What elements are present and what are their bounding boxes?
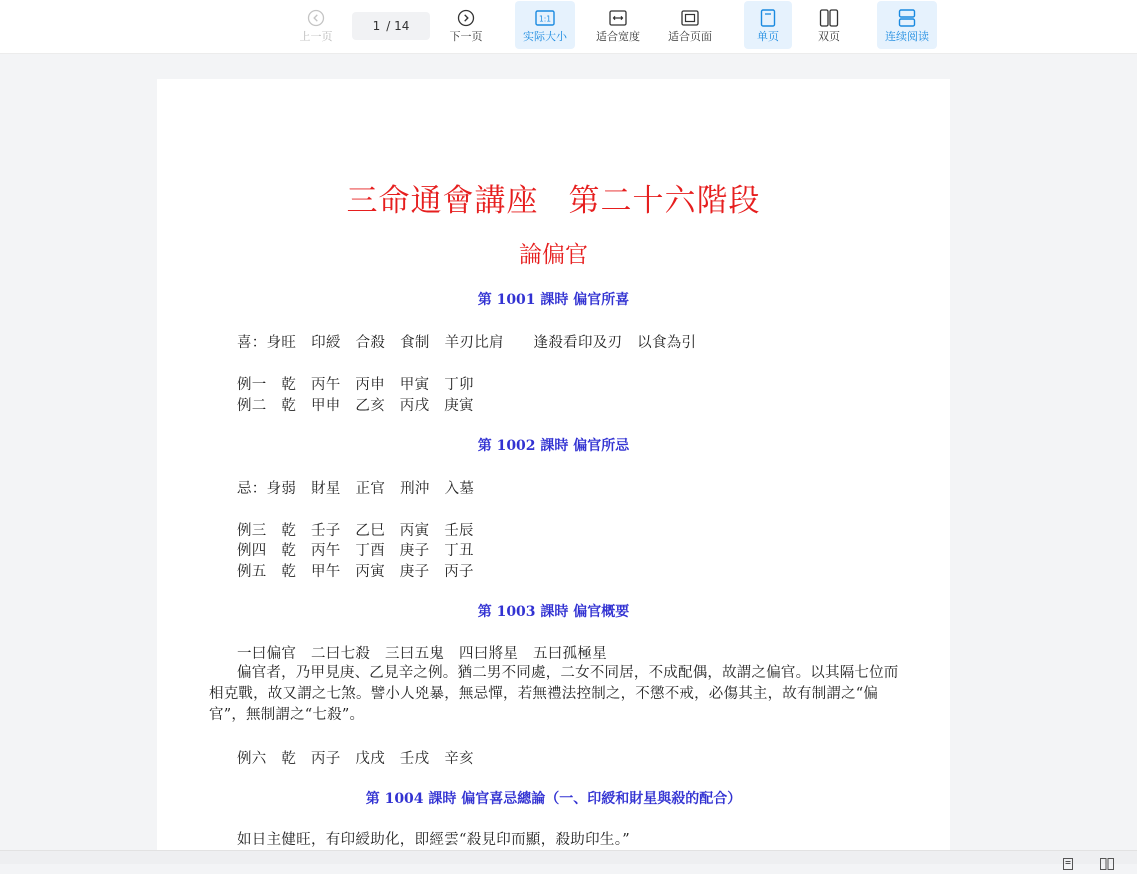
single-page-label: 单页 — [757, 30, 779, 43]
single-page-button[interactable] — [744, 1, 792, 49]
title-part-1: 三命通會講座 — [346, 183, 539, 219]
actual-size-label: 实际大小 — [523, 30, 567, 43]
single-page-icon — [758, 8, 778, 28]
document-page — [157, 79, 950, 863]
avoids-line: 忌：身弱 財星 正官 刑沖 入墓 — [237, 481, 475, 497]
actual-size-button[interactable] — [515, 1, 575, 49]
title-part-2: 第二十六階段 — [568, 183, 761, 219]
page-current-input[interactable]: 1 — [372, 19, 381, 33]
likes-line: 喜：身旺 印綬 合殺 食制 羊刃比肩 逢殺看印及刃 以食為引 — [237, 335, 697, 351]
continuous-reading-label: 连续阅读 — [885, 30, 929, 43]
section-heading-1003: 第 1003 課時 偏官概要 — [477, 604, 630, 620]
prev-page-button[interactable] — [293, 1, 339, 49]
double-page-label: 双页 — [818, 30, 840, 43]
continuous-reading-icon — [897, 8, 917, 28]
example-line: 例六 乾 丙子 戊戌 壬戌 辛亥 — [237, 751, 474, 767]
double-page-icon — [819, 8, 839, 28]
chevron-left-circle-icon — [306, 8, 326, 28]
fit-page-label: 适合页面 — [668, 30, 712, 43]
next-page-button[interactable] — [443, 1, 489, 49]
example-line: 例四 乾 丙午 丁酉 庚子 丁丑 — [237, 543, 474, 559]
example-line: 例五 乾 甲午 丙寅 庚子 丙子 — [237, 564, 474, 580]
next-page-label: 下一页 — [449, 30, 483, 43]
fit-width-icon — [608, 8, 628, 28]
fit-page-icon — [680, 8, 700, 28]
example-line: 例二 乾 甲申 乙亥 丙戌 庚寅 — [237, 398, 474, 414]
body-line: 如日主健旺，有印綬助化，即經雲“殺見印而顯，殺助印生。” — [237, 832, 630, 848]
names-line: 一曰偏官 二曰七殺 三曰五鬼 四曰將星 五曰孤極星 — [237, 646, 607, 662]
overview-paragraph-text: 偏官者，乃甲見庚、乙見辛之例。猶二男不同處，二女不同居，不成配偶，故謂之偏官。以其隔七位而相克戰，故又謂之七煞。譬小人兇暴，無忌憚，若無禮法控制之，不懲不戒，必傷其主，故有制謂之“偏官”，無制謂之“七殺”。 — [209, 665, 899, 723]
chevron-right-circle-icon — [456, 8, 476, 28]
fit-width-label: 适合宽度 — [596, 30, 640, 43]
prev-page-label: 上一页 — [299, 30, 333, 43]
continuous-reading-button[interactable] — [877, 1, 937, 49]
viewer-toolbar — [0, 0, 1137, 54]
document-title — [157, 175, 950, 220]
section-heading-1004: 第 1004 課時 偏官喜忌總論（一、印綬和財星與殺的配合） — [365, 791, 742, 807]
fit-width-button[interactable] — [588, 1, 648, 49]
svg-text:1:1: 1:1 — [538, 14, 552, 24]
example-line: 例三 乾 壬子 乙巳 丙寅 壬辰 — [237, 523, 474, 539]
status-bar — [0, 850, 1137, 864]
fit-page-button[interactable] — [660, 1, 720, 49]
double-page-view-icon[interactable] — [1100, 855, 1114, 874]
actual-size-icon — [535, 8, 555, 28]
document-subtitle: 論偏官 — [519, 242, 588, 268]
single-page-view-icon[interactable] — [1062, 855, 1074, 874]
example-line: 例一 乾 丙午 丙申 甲寅 丁卯 — [237, 377, 474, 393]
double-page-button[interactable] — [805, 1, 853, 49]
overview-paragraph — [209, 663, 899, 726]
page-total: / 14 — [386, 19, 410, 33]
section-heading-1002: 第 1002 課時 偏官所忌 — [477, 438, 630, 454]
page-indicator[interactable] — [352, 12, 430, 40]
section-heading-1001: 第 1001 課時 偏官所喜 — [477, 292, 630, 308]
